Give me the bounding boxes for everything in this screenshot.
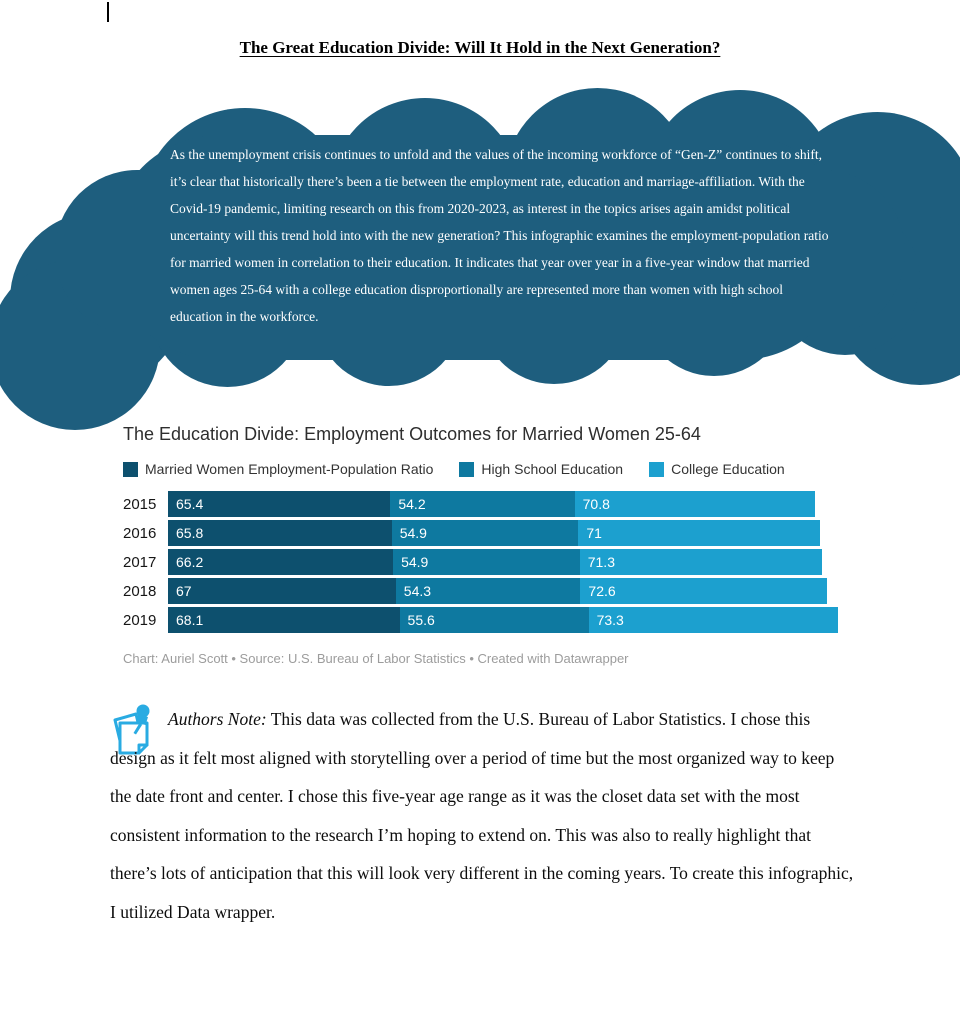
legend-item: [123, 461, 433, 477]
bar-year-label: 2017: [123, 553, 157, 571]
intro-cloud: [0, 0, 960, 400]
bar-value-label: 73.3: [596, 612, 624, 628]
page-title: The Great Education Divide: Will It Hold in the Next Generation?: [239, 38, 721, 57]
bar-value-label: 66.2: [176, 554, 204, 570]
bar-segment: [390, 491, 574, 517]
bar-segment: [396, 578, 581, 604]
bar-row: [123, 491, 883, 517]
intro-text: As the unemployment crisis continues to unfold and the values of the incoming workforce of “Gen-Z” continues to shift, it’s clear that historically there’s been a tie between the employment rate, education and marriage-affiliation. With the Covid-19 pandemic, limiting research on this from 2020-2023, as interest in the topics arises again amidst political uncertainty will this trend hold into with the new generation? This infographic examines the employment-population ratio for married women in correlation to their education. It indicates that year over year in a five-year window that married women ages 25-64 with a college education disproportionally are represented more than women with high school education in the workforce.: [170, 147, 829, 324]
bar-value-label: 54.9: [401, 554, 429, 570]
bar-year-label: 2016: [123, 524, 157, 542]
legend-item: [649, 461, 785, 477]
bar-segment: [580, 549, 822, 575]
bar-row: [123, 578, 883, 604]
bar-segment: [580, 578, 827, 604]
bar-year-label: 2019: [123, 611, 157, 629]
chart-bars: [123, 491, 883, 633]
bar-segment: [392, 520, 579, 546]
bar-value-label: 72.6: [588, 583, 616, 599]
legend-swatch: [459, 462, 474, 477]
legend-label: Married Women Employment-Population Ratio: [145, 461, 434, 477]
legend-swatch: [123, 462, 138, 477]
bar-segment: [168, 520, 392, 546]
bar-value-label: 54.2: [398, 496, 426, 512]
bar-segment: [168, 607, 400, 633]
bar-value-label: 65.8: [176, 525, 204, 541]
bar-segment: [589, 607, 838, 633]
bar-value-label: 54.3: [403, 583, 432, 599]
legend-label: College Education: [671, 461, 785, 477]
legend-item: [459, 461, 623, 477]
chart-legend: [123, 461, 883, 477]
bar-segment: [168, 549, 393, 575]
bar-segment: [400, 607, 589, 633]
bar-value-label: 70.8: [582, 496, 610, 512]
bar-value-label: 54.9: [399, 525, 427, 541]
bar-row: [123, 607, 883, 633]
legend-swatch: [649, 462, 664, 477]
bar-segment: [168, 491, 390, 517]
authors-note-text: This data was collected from the U.S. Bureau of Labor Statistics. I chose this design as it felt most aligned with storytelling over a period of time but the most organized way to keep the date front and center. I chose this five-year age range as it was the closet data set with the most consistent information to the research I’m hoping to extend on. This was also to really highlight that there’s lots of anticipation that this will look very different in the coming years. To create this infographic, I utilized Data wrapper.: [110, 709, 854, 922]
authors-note-label: Authors Note:: [168, 709, 267, 729]
bar-value-label: 68.1: [176, 612, 204, 628]
bar-value-label: 67: [176, 583, 192, 599]
bar-row: [123, 549, 883, 575]
chart: [123, 424, 883, 666]
bar-segment: [575, 491, 816, 517]
bar-year-label: 2018: [123, 582, 157, 600]
legend-label: High School Education: [481, 461, 624, 477]
bar-segment: [393, 549, 580, 575]
bar-value-label: 71.3: [587, 554, 615, 570]
bar-segment: [578, 520, 819, 546]
chart-caption: Chart: Auriel Scott • Source: U.S. Bureau of Labor Statistics • Created with Datawrapper: [123, 651, 629, 666]
bar-value-label: 71: [586, 525, 602, 541]
bar-value-label: 65.4: [176, 496, 204, 512]
authors-note: [110, 700, 860, 931]
bar-row: [123, 520, 883, 546]
chart-title: The Education Divide: Employment Outcomes for Married Women 25-64: [123, 424, 701, 444]
bar-value-label: 55.6: [407, 612, 435, 628]
bar-year-label: 2015: [123, 495, 157, 513]
bar-segment: [168, 578, 396, 604]
